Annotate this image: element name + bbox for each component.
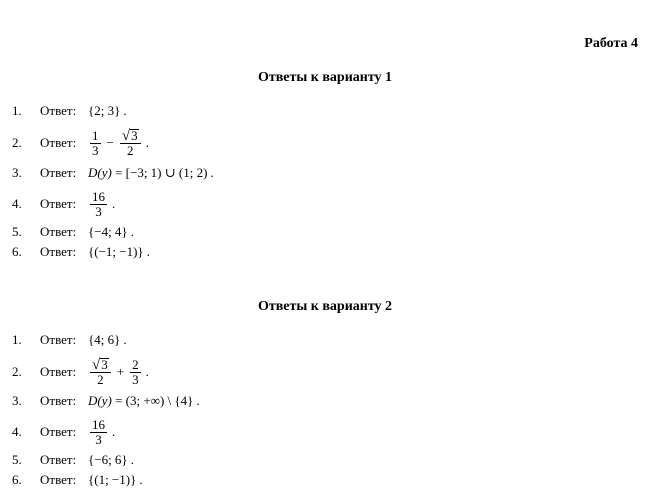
radicand: 3 xyxy=(101,356,108,372)
answer-number: 4. xyxy=(12,196,22,211)
answer-expression: {(−1; −1)} . xyxy=(88,244,150,259)
answer-number: 5. xyxy=(12,224,22,239)
answer-number: 3. xyxy=(12,165,22,180)
domain-function: D(y) xyxy=(88,393,112,408)
domain-function: D(y) xyxy=(88,165,112,180)
answer-label: Ответ: xyxy=(40,332,77,347)
answer-number: 1. xyxy=(12,103,22,118)
fraction xyxy=(90,129,101,158)
variant-1-title: Ответы к варианту 1 xyxy=(257,70,393,85)
answer-expression: D(y) = (3; +∞) \ {4} . xyxy=(88,393,200,408)
fraction-denominator: 3 xyxy=(95,203,102,219)
radicand: 3 xyxy=(131,127,138,143)
fraction xyxy=(90,418,107,447)
answer-label: Ответ: xyxy=(40,364,77,379)
answer-set: {(1; −1)} xyxy=(88,472,137,487)
answer-number: 6. xyxy=(12,472,22,487)
answer-label: Ответ: xyxy=(40,165,77,180)
plus-operator: + xyxy=(116,364,125,379)
answer-set: {4; 6} xyxy=(88,332,121,347)
answer-set: {−4; 4} xyxy=(88,224,128,239)
domain-value: = [−3; 1) ∪ (1; 2) xyxy=(115,165,208,180)
fraction-numerator: 1 xyxy=(92,127,99,143)
answer-set: {−6; 6} xyxy=(88,452,128,467)
answer-set: {2; 3} xyxy=(88,103,121,118)
domain-value: = (3; +∞) \ {4} xyxy=(115,393,194,408)
answer-number: 4. xyxy=(12,424,22,439)
fraction-denominator: 2 xyxy=(97,371,104,387)
answer-number: 6. xyxy=(12,244,22,259)
answer-expression: {(1; −1)} . xyxy=(88,472,143,487)
answer-expression: {−4; 4} . xyxy=(88,224,134,239)
answer-number: 2. xyxy=(12,364,22,379)
answer-expression: {−6; 6} . xyxy=(88,452,134,467)
answer-number: 3. xyxy=(12,393,22,408)
answer-expression: $\frac{16}{3}$ . xyxy=(92,188,116,219)
square-root xyxy=(122,129,139,143)
fraction xyxy=(130,358,141,387)
answer-label: Ответ: xyxy=(40,452,77,467)
minus-operator: − xyxy=(106,135,114,150)
fraction-denominator: 2 xyxy=(126,142,134,158)
variant-2-title: Ответы к варианту 2 xyxy=(257,299,393,314)
answer-label: Ответ: xyxy=(40,424,77,439)
fraction xyxy=(120,129,141,158)
fraction-numerator: 16 xyxy=(92,416,105,432)
radical-sign-icon: √ xyxy=(121,127,131,144)
answer-label: Ответ: xyxy=(40,393,77,408)
answer-number: 2. xyxy=(12,135,22,150)
fraction-numerator: 2 xyxy=(132,356,139,372)
answer-label: Ответ: xyxy=(40,196,77,211)
answer-expression: √ 3 2 + $\frac{2}{3}$ . xyxy=(92,356,149,387)
square-root xyxy=(92,358,109,372)
answer-expression: $\frac{16}{3}$ . xyxy=(92,416,116,447)
answer-label: Ответ: xyxy=(40,135,77,150)
answer-set: {(−1; −1)} xyxy=(88,244,144,259)
answer-number: 1. xyxy=(12,332,22,347)
work-title: Работа 4 xyxy=(584,36,638,51)
answer-expression: $\frac{1}{3}$ − √ 3 2 . xyxy=(92,127,149,158)
radical-sign-icon: √ xyxy=(92,356,101,373)
fraction xyxy=(90,358,111,387)
fraction-numerator xyxy=(90,358,111,373)
answer-expression: D(y) = [−3; 1) ∪ (1; 2) . xyxy=(88,165,214,180)
answer-label: Ответ: xyxy=(40,103,77,118)
fraction-numerator: 16 xyxy=(92,188,105,204)
fraction-denominator: 3 xyxy=(132,371,139,387)
fraction-denominator: 3 xyxy=(95,431,102,447)
answer-label: Ответ: xyxy=(40,244,77,259)
answer-label: Ответ: xyxy=(40,472,77,487)
answer-expression: {2; 3} . xyxy=(88,103,127,118)
fraction xyxy=(90,190,107,219)
answer-number: 5. xyxy=(12,452,22,467)
fraction-numerator xyxy=(120,129,141,144)
answer-label: Ответ: xyxy=(40,224,77,239)
answer-expression: {4; 6} . xyxy=(88,332,127,347)
fraction-denominator: 3 xyxy=(92,142,99,158)
